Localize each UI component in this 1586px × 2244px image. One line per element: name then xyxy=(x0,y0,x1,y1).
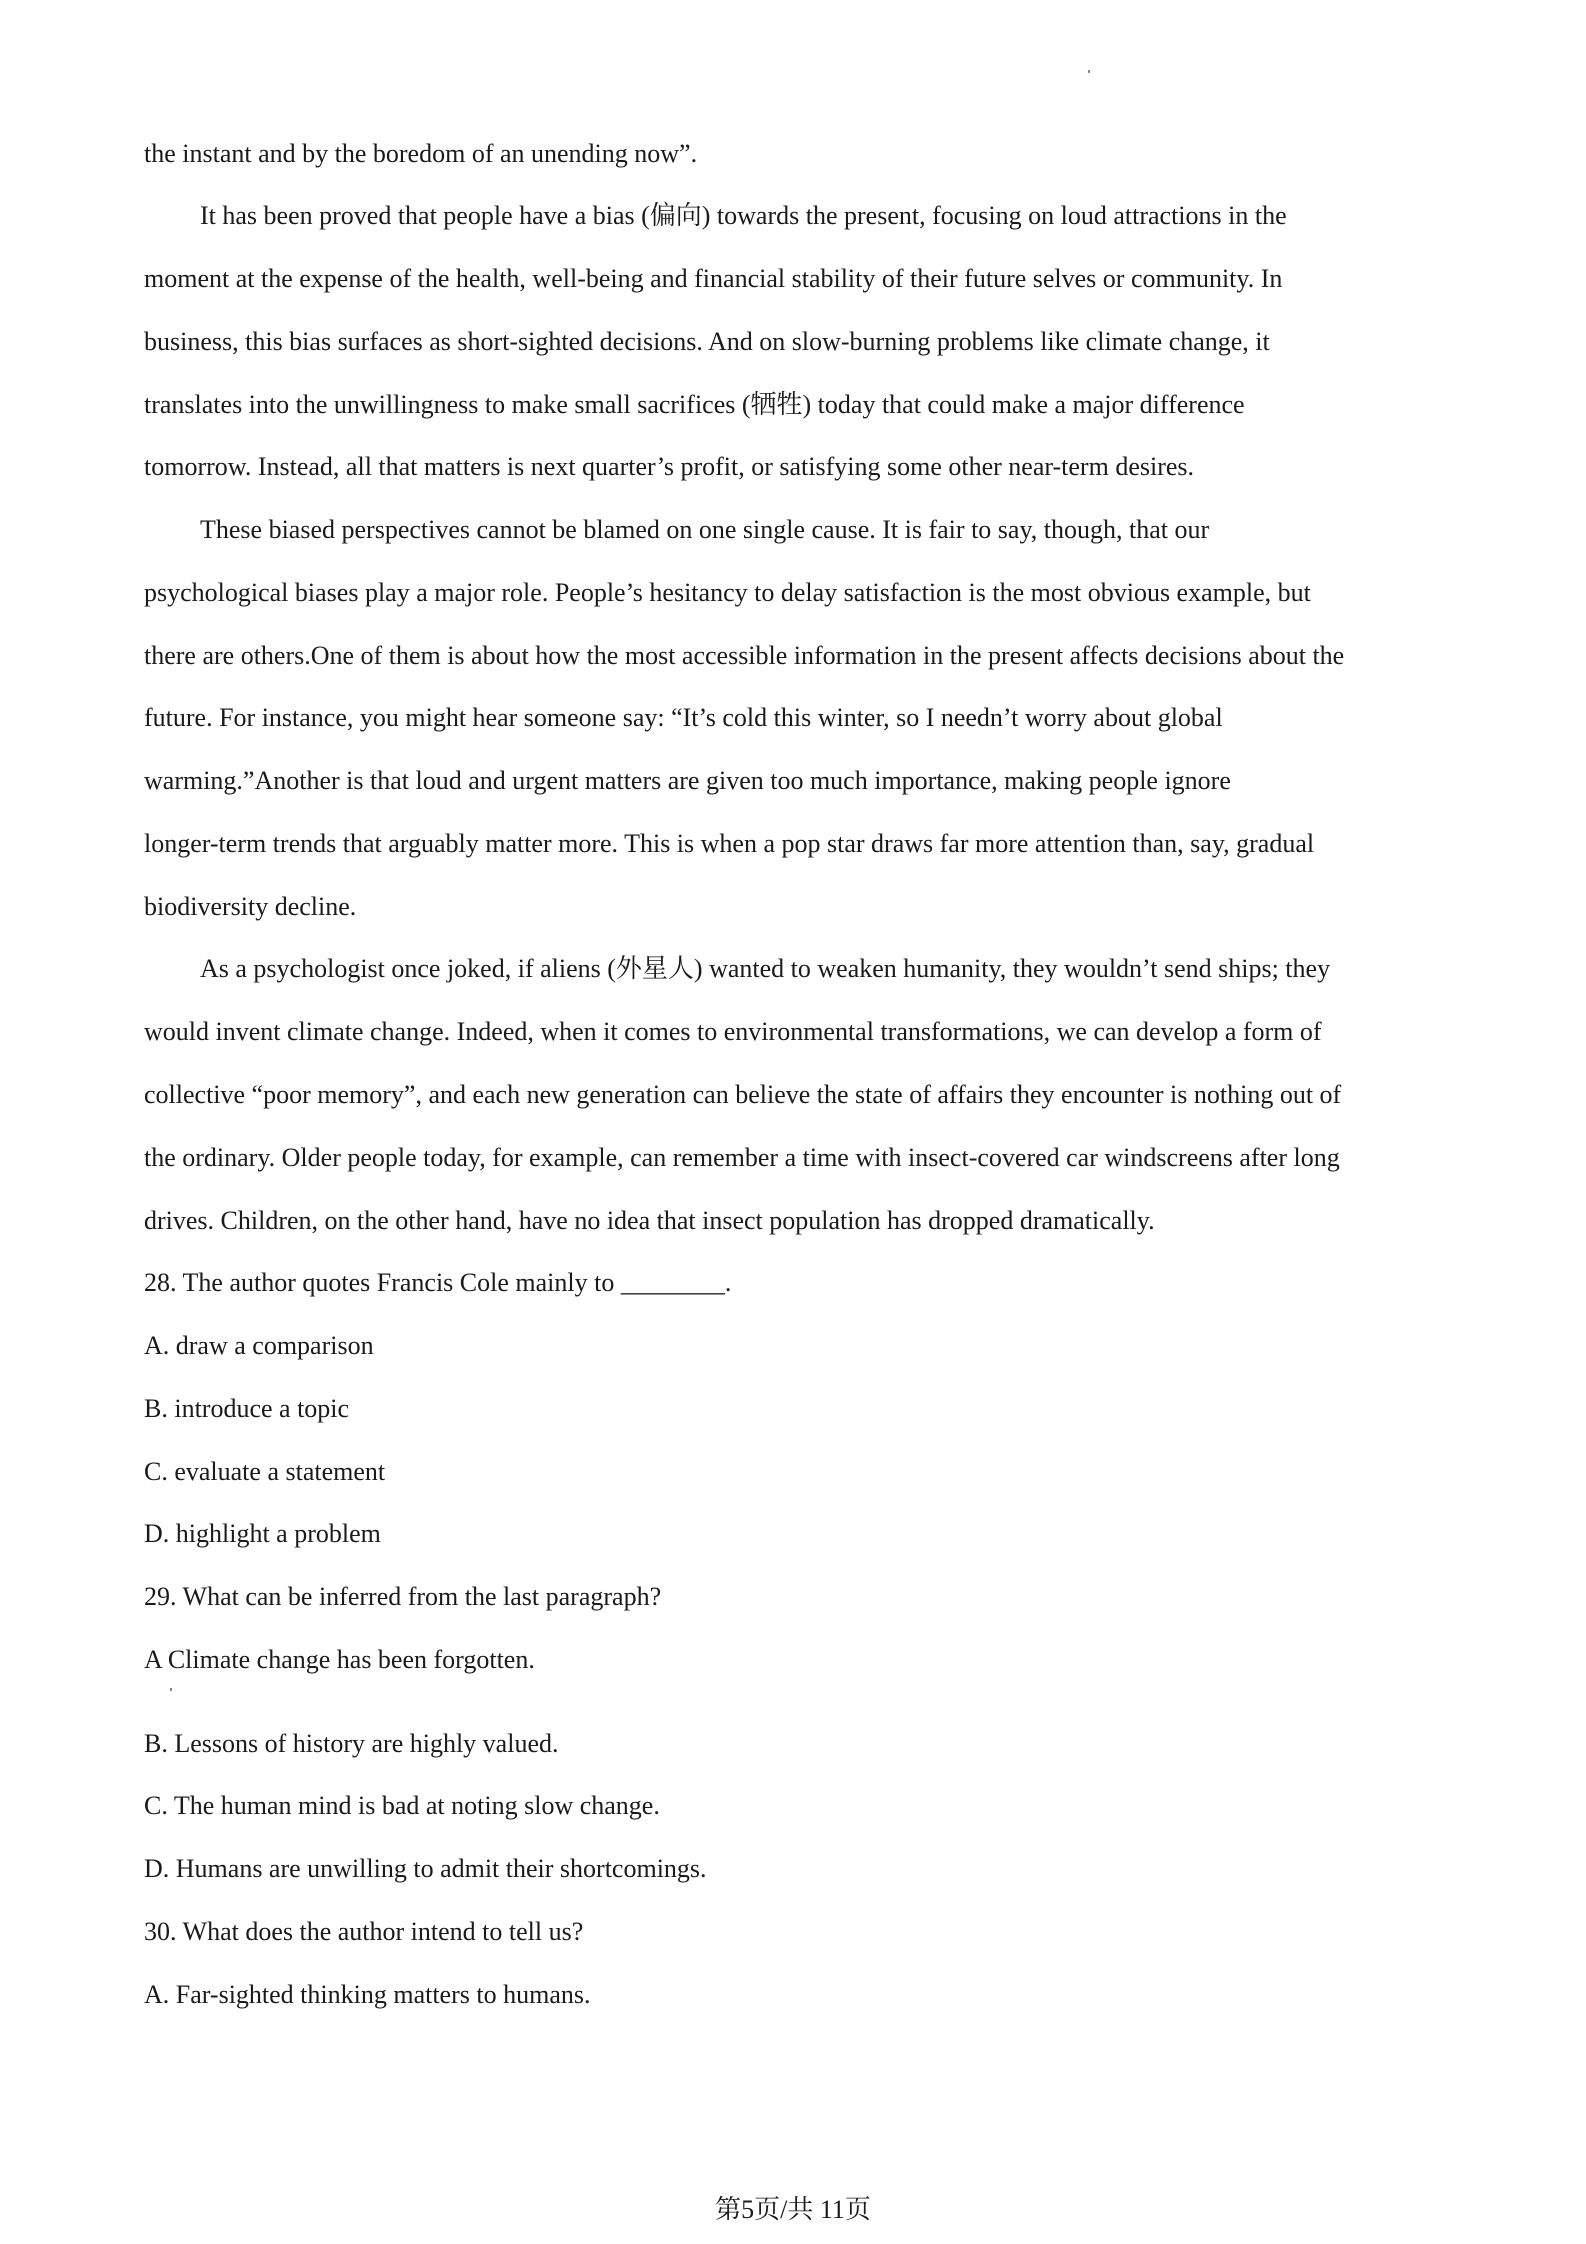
question-29-option-a: A Climate change has been forgotten. xyxy=(144,1645,535,1674)
passage-line: psychological biases play a major role. People’s hesitancy to delay satisfaction is the most obvious example, but xyxy=(144,578,1311,607)
scan-speck xyxy=(170,1688,172,1691)
passage-line: the instant and by the boredom of an unending now”. xyxy=(144,139,698,168)
passage-line: there are others.One of them is about how the most accessible information in the present affects decisions about the xyxy=(144,641,1345,670)
passage-line: drives. Children, on the other hand, have no idea that insect population has dropped dramatically. xyxy=(144,1206,1155,1235)
question-29-option-d: D. Humans are unwilling to admit their shortcomings. xyxy=(144,1854,707,1883)
question-28-stem: 28. The author quotes Francis Cole mainly to ________. xyxy=(144,1268,732,1297)
passage-line: warming.”Another is that loud and urgent matters are given too much importance, making people ignore xyxy=(144,766,1231,795)
passage-line: collective “poor memory”, and each new generation can believe the state of affairs they encounter is nothing out of xyxy=(144,1080,1342,1109)
scan-speck xyxy=(1088,70,1090,73)
question-29-option-b: B. Lessons of history are highly valued. xyxy=(144,1729,559,1758)
question-29-stem: 29. What can be inferred from the last paragraph? xyxy=(144,1582,662,1611)
question-28-option-c: C. evaluate a statement xyxy=(144,1457,386,1486)
passage-line: biodiversity decline. xyxy=(144,892,357,921)
question-30-option-a: A. Far-sighted thinking matters to humans. xyxy=(144,1980,591,2009)
passage-line: would invent climate change. Indeed, when it comes to environmental transformations, we can develop a form of xyxy=(144,1017,1322,1046)
passage-line: translates into the unwillingness to make small sacrifices (牺牲) today that could make a major difference xyxy=(144,390,1245,419)
page-number-footer: 第5页/共 11页 xyxy=(715,2195,871,2224)
passage-line: As a psychologist once joked, if aliens (外星人) wanted to weaken humanity, they wouldn’t send ships; they xyxy=(200,954,1331,983)
passage-line: tomorrow. Instead, all that matters is next quarter’s profit, or satisfying some other near-term desires. xyxy=(144,452,1195,481)
passage-line: It has been proved that people have a bias (偏向) towards the present, focusing on loud attractions in the xyxy=(200,201,1287,230)
question-28-option-a: A. draw a comparison xyxy=(144,1331,374,1360)
passage-line: moment at the expense of the health, well-being and financial stability of their future selves or community. In xyxy=(144,264,1283,293)
passage-line: These biased perspectives cannot be blamed on one single cause. It is fair to say, though, that our xyxy=(200,515,1210,544)
question-28-option-d: D. highlight a problem xyxy=(144,1519,381,1548)
passage-line: longer-term trends that arguably matter more. This is when a pop star draws far more attention than, say, gradual xyxy=(144,829,1315,858)
passage-line: the ordinary. Older people today, for example, can remember a time with insect-covered car windscreens after long xyxy=(144,1143,1340,1172)
question-28-option-b: B. introduce a topic xyxy=(144,1394,350,1423)
question-30-stem: 30. What does the author intend to tell us? xyxy=(144,1917,584,1946)
passage-line: business, this bias surfaces as short-sighted decisions. And on slow-burning problems like climate change, it xyxy=(144,327,1270,356)
passage-line: future. For instance, you might hear someone say: “It’s cold this winter, so I needn’t worry about global xyxy=(144,703,1223,732)
question-29-option-c: C. The human mind is bad at noting slow change. xyxy=(144,1791,660,1820)
